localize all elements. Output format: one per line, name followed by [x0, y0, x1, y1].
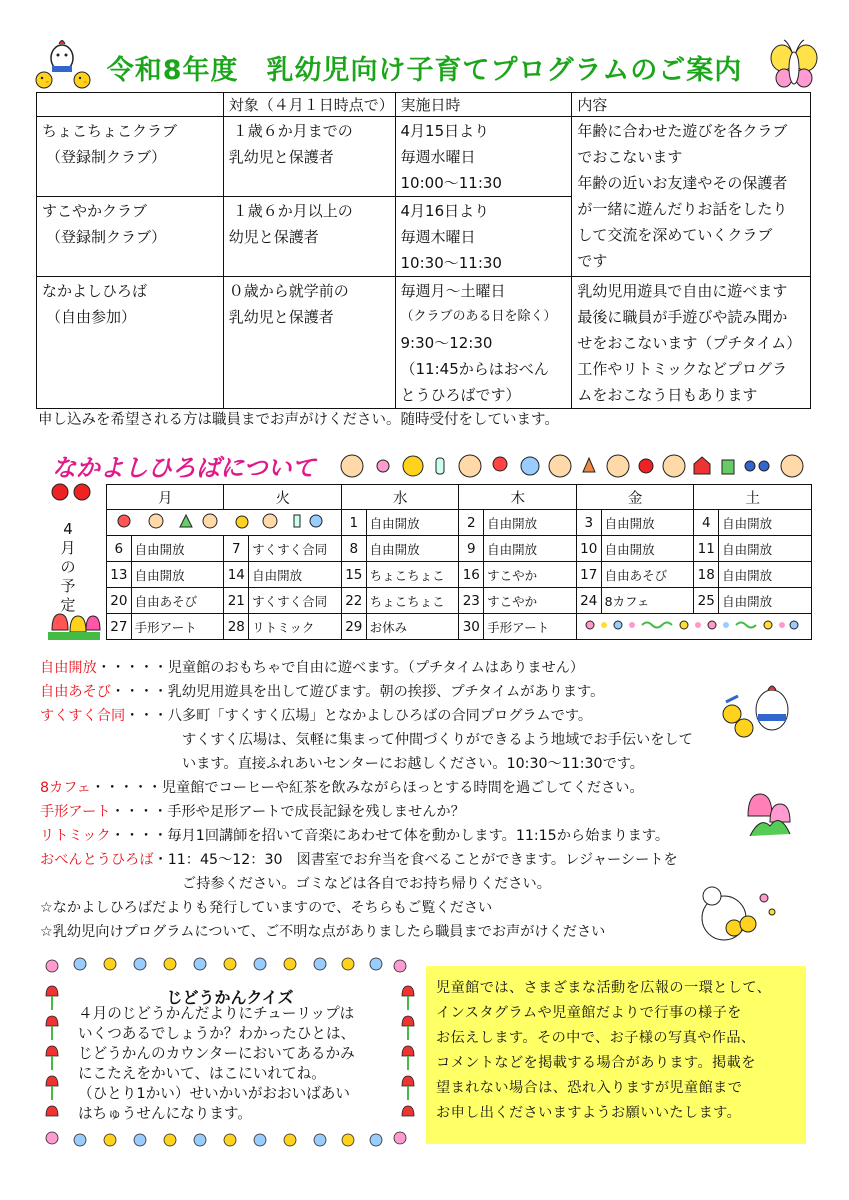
- program-name: なかよしひろば: [42, 282, 148, 300]
- info-note: ☆なかよしひろばだよりも発行していますので、そちらもご覧ください: [40, 900, 493, 916]
- weekday-mon: 月: [107, 485, 224, 510]
- table-header: 内容: [572, 93, 811, 117]
- target-cell: ０歳から就学前の 乳幼児と保護者: [223, 277, 395, 409]
- calendar-header-row: [107, 485, 812, 510]
- content-cell: 乳幼児用遊具で自由に遊べます 最後に職員が手遊びや読み聞か せをおこないます（プチタイム） 工作やリトミックなどプログラ ムをおこなう日もあります: [572, 277, 811, 409]
- flower-border-icon: [580, 618, 800, 632]
- table-header: [37, 93, 224, 117]
- calendar-date: 15: [341, 562, 366, 588]
- content-cell: 年齢に合わせた遊びを各クラブ でおこないます 年齢の近いお友達やその保護者 が一緒に遊んだりお話をしたり して交流を深めていくクラブ です: [572, 117, 811, 277]
- calendar-week-row: [107, 536, 812, 562]
- calendar-event: 自由開放: [601, 510, 694, 536]
- calendar-date: 27: [107, 614, 132, 640]
- program-name-cell: [37, 117, 224, 197]
- calendar-week-row: [107, 510, 812, 536]
- legend-item-continued: います。直接ふれあいセンターにお越しください。10:30～11:30です。: [182, 756, 644, 772]
- legend-item: 自由開放・・・・・児童館のおもちゃで自由に遊べます。（プチタイムはありません）: [40, 660, 585, 676]
- calendar-date: 10: [576, 536, 601, 562]
- calendar-empty-cell: [107, 510, 342, 536]
- legend-item: おべんとうひろば・11：45～12：30 図書室でお弁当を食べることができます。レジャーシートを: [40, 852, 678, 868]
- calendar-event: 手形アート: [484, 614, 577, 640]
- calendar-event: ちょこちょこ: [366, 588, 459, 614]
- program-legend: [40, 656, 740, 944]
- photo-notice-box: 児童館では、さまざまな活動を広報の一環として、 インスタグラムや児童館だよりで行事の様子を お伝えします。その中で、お子様の写真や作品、 コメントなどを掲載する場合があります。掲載を 望まれない場合は、恐れ入りますが児童館まで お申し出くださいますようお願いいたします。: [426, 966, 806, 1144]
- calendar-event: すくすく合同: [249, 536, 342, 562]
- calendar-date: 14: [224, 562, 249, 588]
- calendar-event: お休み: [366, 614, 459, 640]
- calendar-week-row: [107, 614, 812, 640]
- legend-item: 手形アート・・・・手形や足形アートで成長記録を残しませんか？: [40, 804, 465, 820]
- calendar-week-row: [107, 562, 812, 588]
- calendar-date: 3: [576, 510, 601, 536]
- calendar-week-row: [107, 588, 812, 614]
- calendar-event: 自由開放: [366, 536, 459, 562]
- program-type: （登録制クラブ）: [46, 148, 167, 166]
- calendar-date: 9: [459, 536, 484, 562]
- program-name: ちょこちょこクラブ: [42, 122, 178, 140]
- calendar-date: 28: [224, 614, 249, 640]
- calendar-event: 手形アート: [131, 614, 224, 640]
- target-cell: １歳６か月以上の 幼児と保護者: [223, 197, 395, 277]
- calendar-date: 8: [341, 536, 366, 562]
- toys-illustration-icon: [338, 452, 808, 480]
- program-type: （自由参加）: [46, 308, 137, 326]
- calendar-date: 1: [341, 510, 366, 536]
- calendar-event: 自由開放: [719, 536, 812, 562]
- calendar-date: 6: [107, 536, 132, 562]
- weekday-sat: 土: [694, 485, 812, 510]
- calendar-event: すこやか: [484, 588, 577, 614]
- quiz-body: ４月のじどうかんだよりにチューリップは いくつあるでしょうか？わかったひとは、 じどうかんのカウンターにおいてあるかみ にこたえをかいて、はこにいれてね。 （ひとり1かい）せいかいがおおいばあい はちゅうせんになります。: [78, 1005, 356, 1122]
- program-type: （登録制クラブ）: [46, 228, 167, 246]
- calendar-event: すこやか: [484, 562, 577, 588]
- table-row: [37, 117, 811, 197]
- weekday-fri: 金: [576, 485, 693, 510]
- calendar-date: 2: [459, 510, 484, 536]
- calendar-event: 自由開放: [719, 510, 812, 536]
- info-note: ☆乳幼児向けプログラムについて、ご不明な点がありましたら職員までお声がけください: [40, 924, 606, 940]
- legend-item: すくすく合同・・・八多町「すくすく広場」となかよしひろばの合同プログラムです。: [40, 708, 593, 724]
- weekday-thu: 木: [459, 485, 576, 510]
- legend-item: リトミック・・・・毎月1回講師を招いて音楽にあわせて体を動かします。11:15から始まります。: [40, 828, 670, 844]
- calendar-side-label: 4 月 の 予 定: [60, 520, 76, 614]
- program-table: [36, 92, 811, 409]
- calendar-event: 自由あそび: [601, 562, 694, 588]
- legend-item: 自由あそび・・・・乳幼児用遊具を出して遊びます。朝の挨拶、プチタイムがあります。: [40, 684, 605, 700]
- calendar-date: 17: [576, 562, 601, 588]
- program-name-cell: [37, 277, 224, 409]
- calendar-date: 13: [107, 562, 132, 588]
- calendar-event: 自由開放: [484, 510, 577, 536]
- calendar-date: 30: [459, 614, 484, 640]
- calendar-date: 18: [694, 562, 719, 588]
- calendar-date: 16: [459, 562, 484, 588]
- calendar-event: 自由開放: [249, 562, 342, 588]
- schedule-cell: 4月16日より 毎週木曜日 10:30～11:30: [395, 197, 572, 277]
- calendar-event: 自由開放: [131, 536, 224, 562]
- calendar-event: 8カフェ: [601, 588, 694, 614]
- calendar-date: 21: [224, 588, 249, 614]
- program-name: すこやかクラブ: [42, 202, 148, 220]
- weekday-wed: 水: [341, 485, 458, 510]
- calendar-event: 自由開放: [719, 562, 812, 588]
- calendar-date: 25: [694, 588, 719, 614]
- quiz-title: じどうかんクイズ: [166, 988, 294, 1007]
- calendar-event: ちょこちょこ: [366, 562, 459, 588]
- calendar-date: 4: [694, 510, 719, 536]
- calendar-date: 24: [576, 588, 601, 614]
- signup-note: 申し込みを希望される方は職員までお声がけください。随時受付をしています。: [38, 412, 559, 428]
- page-title: 令和8年度 乳幼児向け子育てプログラムのご案内: [106, 55, 743, 86]
- calendar-event: 自由あそび: [131, 588, 224, 614]
- calendar-date: 22: [341, 588, 366, 614]
- calendar-event: リトミック: [249, 614, 342, 640]
- table-header: 実施日時: [395, 93, 572, 117]
- calendar-event: 自由開放: [131, 562, 224, 588]
- calendar-event: 自由開放: [719, 588, 812, 614]
- baby-toys-icon: [110, 511, 330, 531]
- chick-family-icon: [716, 680, 802, 742]
- legend-item: 8カフェ・・・・・児童館でコーヒーや紅茶を飲みながらほっとする時間を過ごしてください。: [40, 780, 644, 796]
- calendar-event: 自由開放: [484, 536, 577, 562]
- legend-item-continued: すくすく広場は、気軽に集まって仲間づくりができるよう地域でお手伝いをして: [182, 732, 693, 748]
- program-name-cell: [37, 197, 224, 277]
- target-cell: １歳６か月までの 乳幼児と保護者: [223, 117, 395, 197]
- calendar-date: 23: [459, 588, 484, 614]
- calendar-event: すくすく合同: [249, 588, 342, 614]
- tulip-icon: [740, 786, 798, 838]
- calendar-event: 自由開放: [366, 510, 459, 536]
- table-row: [37, 277, 811, 409]
- duck-family-icon: [688, 882, 780, 948]
- calendar-date: 20: [107, 588, 132, 614]
- table-header-row: [37, 93, 811, 117]
- calendar-date: 7: [224, 536, 249, 562]
- calendar-date: 29: [341, 614, 366, 640]
- table-header: 対象（４月１日時点で）: [223, 93, 395, 117]
- calendar-date: 11: [694, 536, 719, 562]
- calendar-event: 自由開放: [601, 536, 694, 562]
- legend-item-continued: ご持参ください。ゴミなどは各自でお持ち帰りください。: [182, 876, 551, 892]
- weekday-tue: 火: [224, 485, 341, 510]
- schedule-cell: 4月15日より 毎週水曜日 10:00～11:30: [395, 117, 572, 197]
- calendar-table: [106, 484, 812, 640]
- hiroba-heading: なかよしひろばについて: [52, 454, 316, 482]
- calendar-empty-cell: [576, 614, 811, 640]
- schedule-cell: 毎週月～土曜日 （クラブのある日を除く） 9:30～12:30 （11:45からはおべん とうひろばです）: [395, 277, 572, 409]
